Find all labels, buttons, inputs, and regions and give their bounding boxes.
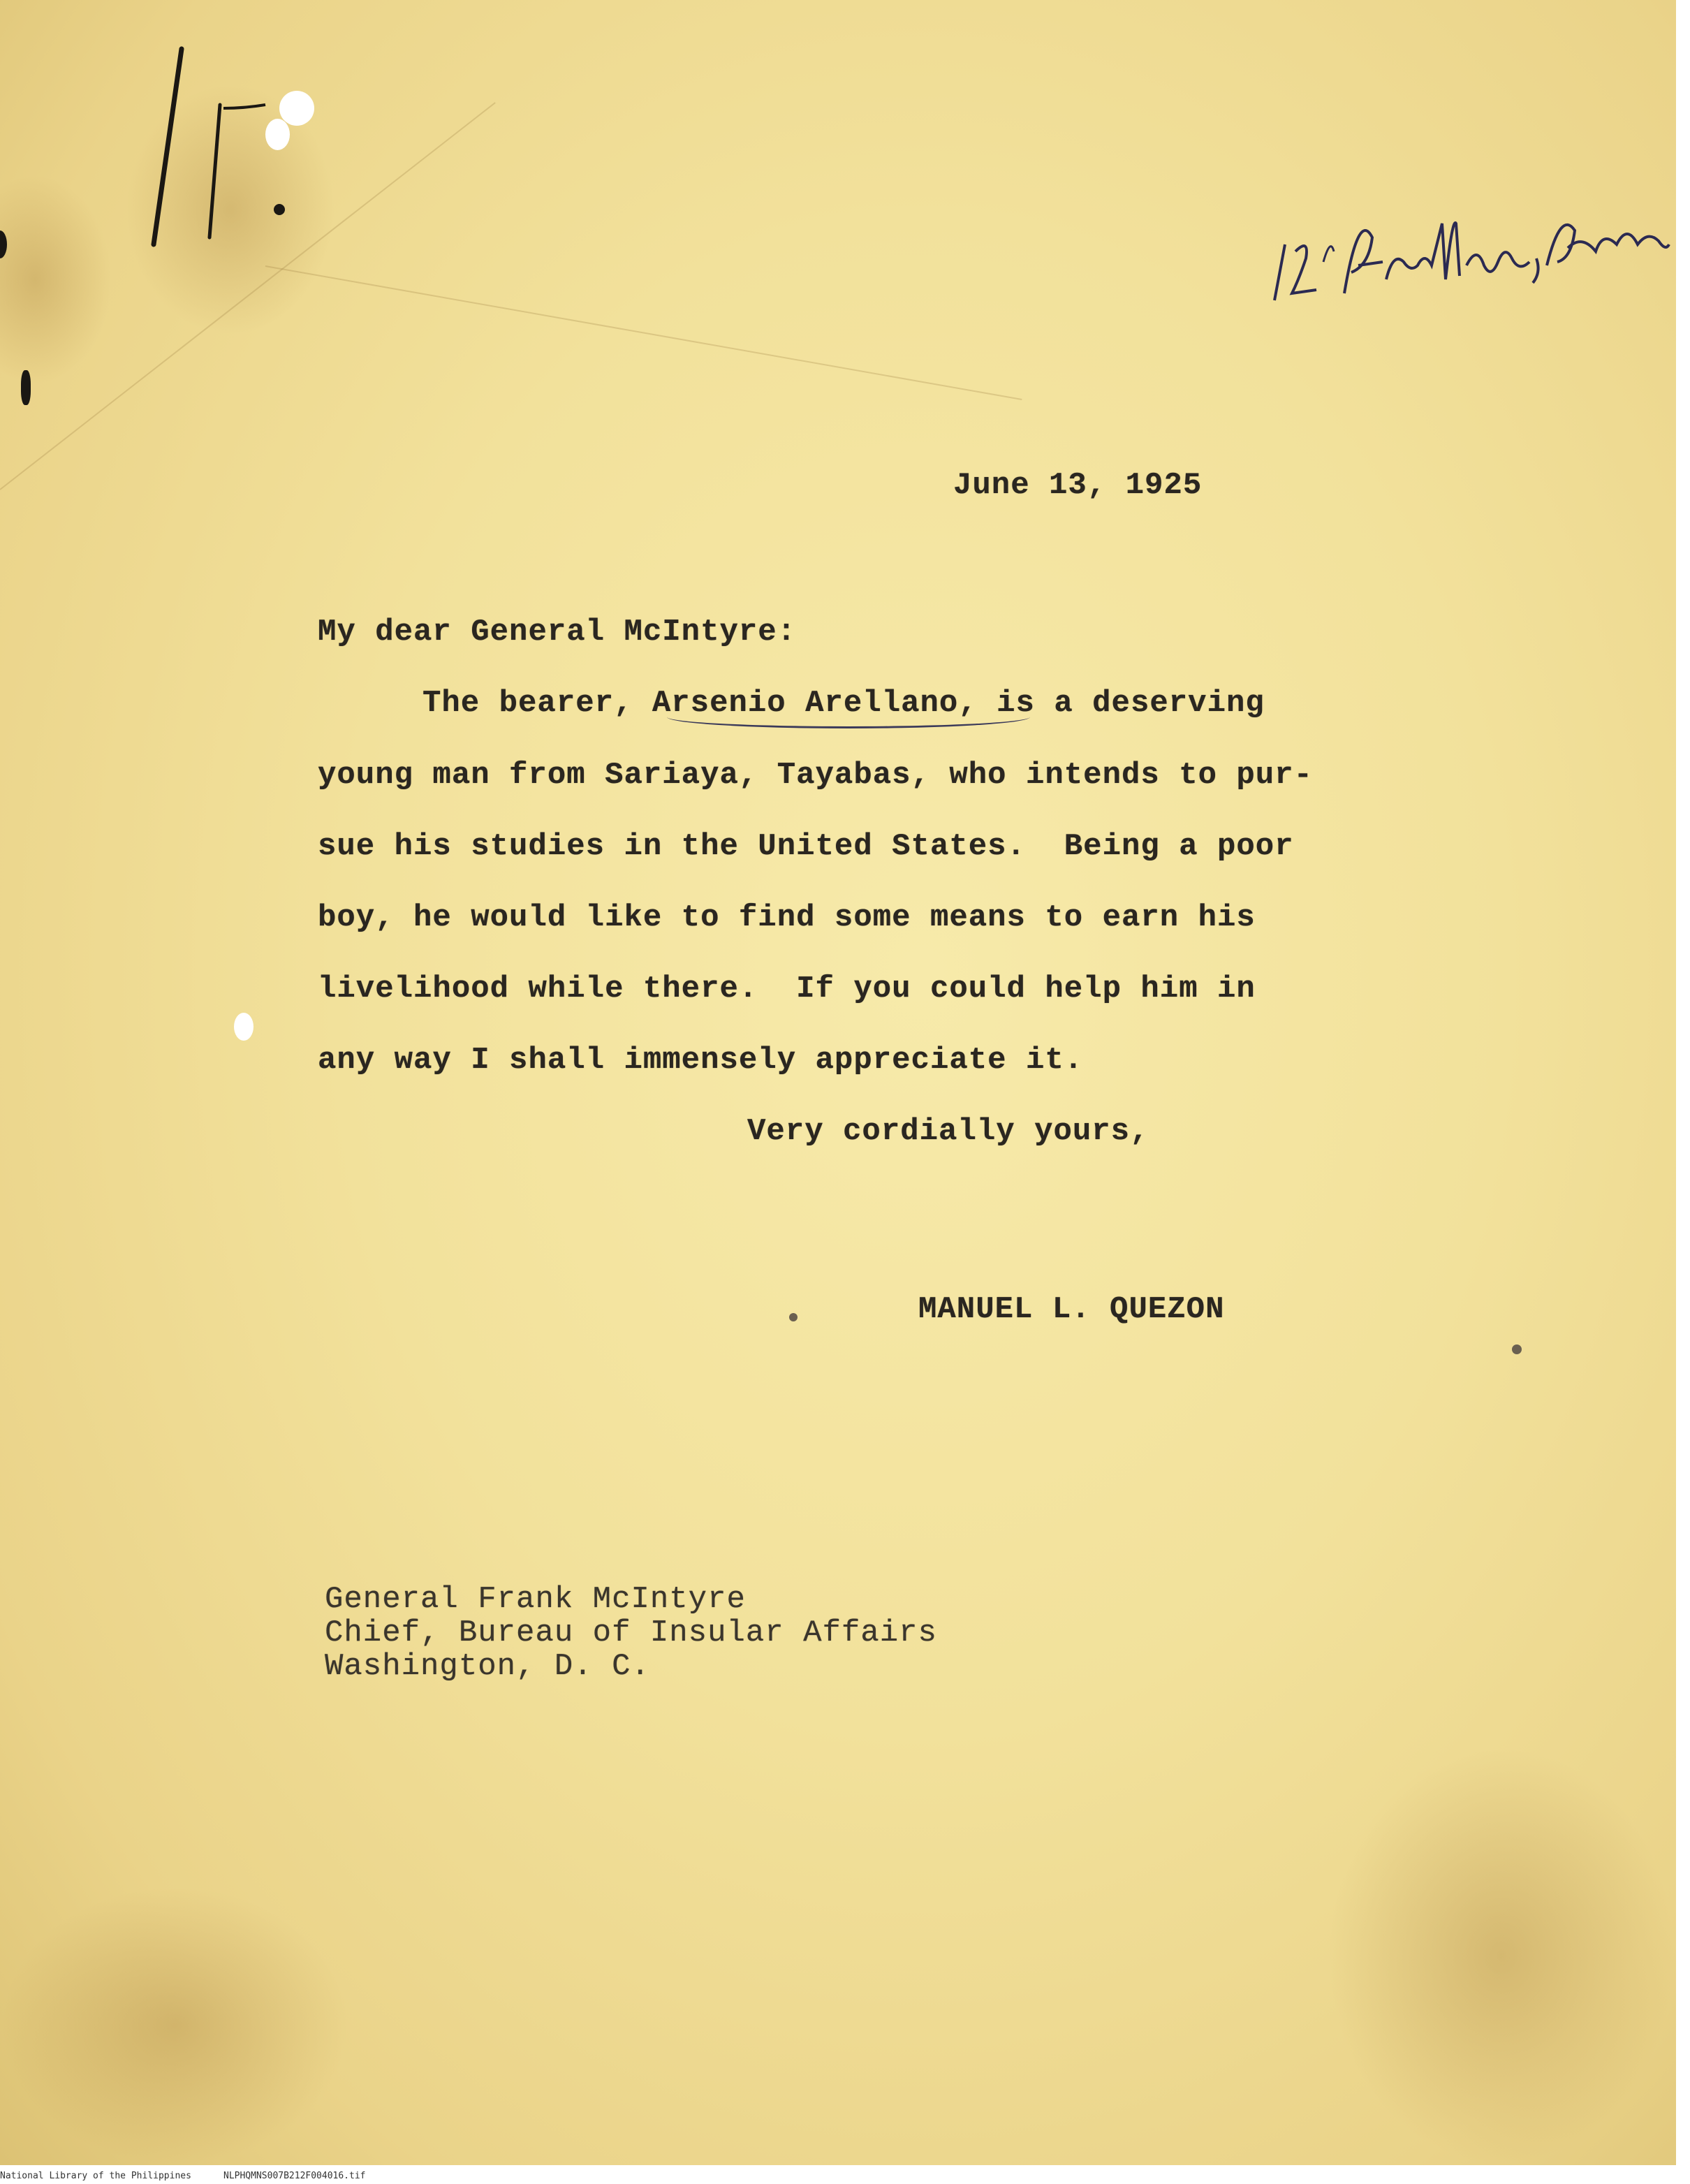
letter-date: June 13, 1925 — [953, 468, 1203, 503]
speck — [1512, 1344, 1522, 1354]
body-line: livelihood while there. If you could help him in — [318, 972, 1256, 1006]
letter-closing: Very cordially yours, — [747, 1114, 1149, 1149]
body-line: sue his studies in the United States. Being a poor — [318, 829, 1294, 864]
paper-hole — [234, 1013, 254, 1041]
body-line: The bearer, Arsenio Arellano, is a deserving — [422, 686, 1265, 721]
footer-filename: NLPHQMNS007B212F004016.tif — [223, 2171, 366, 2181]
handwritten-note-signature — [1268, 196, 1673, 314]
body-line: any way I shall immensely appreciate it. — [318, 1043, 1084, 1078]
crease — [265, 265, 1022, 400]
address-line: General Frank McIntyre — [325, 1582, 746, 1617]
pencil-mark-icon — [140, 42, 321, 251]
body-line: young man from Sariaya, Tayabas, who intends to pur- — [318, 758, 1314, 793]
footer-institution: National Library of the Philippines — [0, 2171, 191, 2181]
address-line: Chief, Bureau of Insular Affairs — [325, 1615, 937, 1650]
letter-salutation: My dear General McIntyre: — [318, 615, 797, 650]
letter-signature: MANUEL L. QUEZON — [918, 1292, 1225, 1327]
handwritten-underline — [667, 705, 1030, 728]
body-line: boy, he would like to find some means to earn his — [318, 900, 1256, 935]
stain — [0, 1886, 349, 2165]
stain — [0, 175, 112, 384]
address-line: Washington, D. C. — [325, 1649, 650, 1684]
ink-blot — [21, 370, 31, 405]
speck — [789, 1313, 798, 1321]
stain — [1327, 1746, 1676, 2165]
